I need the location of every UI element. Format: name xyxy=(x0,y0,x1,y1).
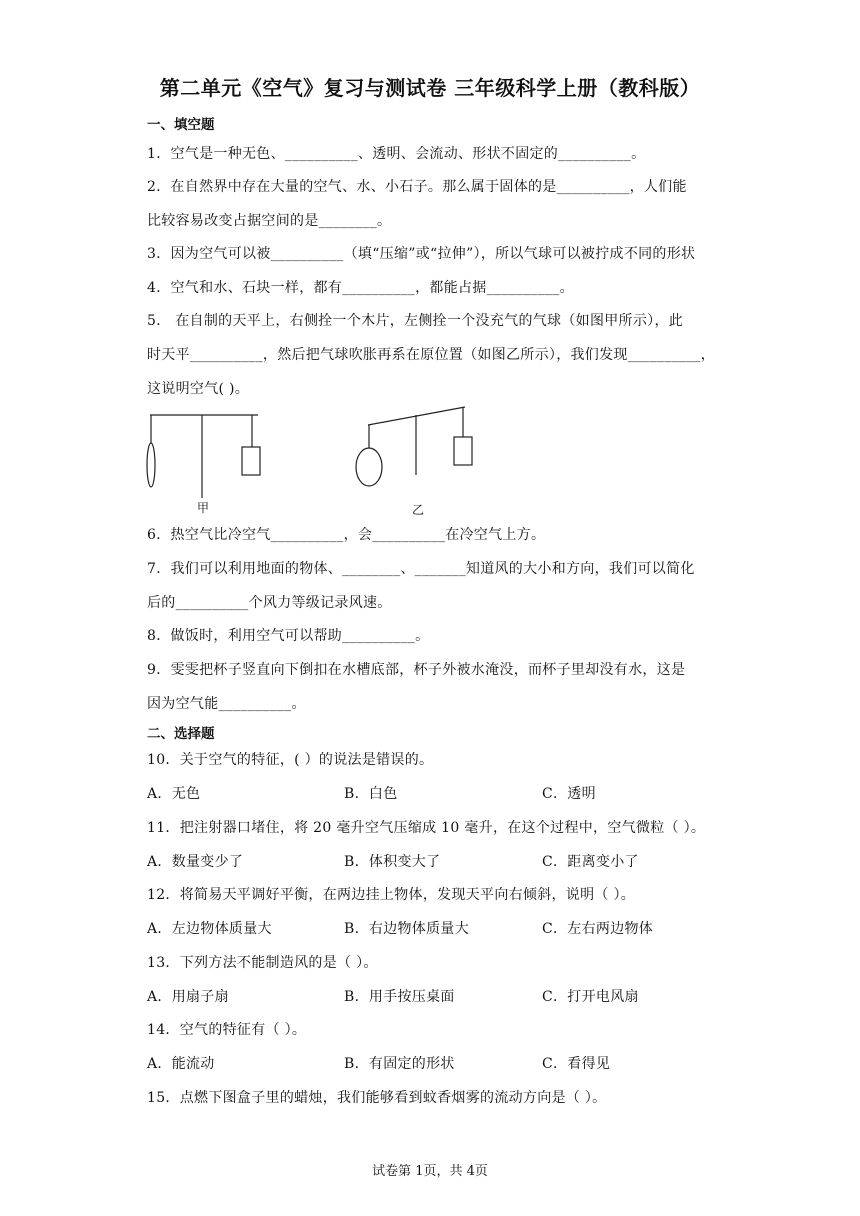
question-stem: 10．关于空气的特征，( ）的说法是错误的。 xyxy=(147,752,434,768)
option-c: C．透明 xyxy=(542,786,596,802)
option-a: A．左边物体质量大 xyxy=(147,921,272,937)
balance-a xyxy=(147,415,260,498)
option-b: B．有固定的形状 xyxy=(344,1056,455,1072)
question-line: 2．在自然界中存在大量的空气、水、小石子。那么属于固体的是__________，人们能 xyxy=(147,179,687,195)
question-line: 时天平__________，然后把气球吹胀再系在原位置（如图乙所示），我们发现__________， xyxy=(147,347,715,363)
question-line: 9．雯雯把杯子竖直向下倒扣在水槽底部，杯子外被水淹没，而杯子里却没有水，这是 xyxy=(147,662,686,678)
question-stem: 13．下列方法不能制造风的是（ ）。 xyxy=(147,955,378,971)
question-line: 1．空气是一种无色、__________、透明、会流动、形状不固定的__________。 xyxy=(147,146,646,162)
question-line: 5． 在自制的天平上，右侧拴一个木片，左侧拴一个没充气的气球（如图甲所示），此 xyxy=(147,313,684,329)
page-title: 第二单元《空气》复习与测试卷 三年级科学上册（教科版） xyxy=(159,76,701,100)
question-line: 8．做饭时，利用空气可以帮助__________。 xyxy=(147,628,430,644)
option-c: C．距离变小了 xyxy=(542,854,639,870)
question-line: 6．热空气比冷空气__________，会__________在冷空气上方。 xyxy=(147,527,546,543)
question-line: 4．空气和水、石块一样，都有__________，都能占据__________。 xyxy=(147,280,574,296)
option-a: A．数量变少了 xyxy=(147,854,244,870)
option-a: A．无色 xyxy=(147,786,201,802)
option-c: C．看得见 xyxy=(542,1056,611,1072)
question-line: 因为空气能__________。 xyxy=(147,696,306,712)
option-a: A．用扇子扇 xyxy=(147,989,229,1005)
section-choice-heading: 二、选择题 xyxy=(147,726,215,742)
page-footer: 试卷第 1页，共 4页 xyxy=(372,1164,488,1179)
option-b: B．体积变大了 xyxy=(344,854,441,870)
question-line: 后的__________个风力等级记录风速。 xyxy=(147,595,392,611)
balance-diagram xyxy=(140,403,480,521)
option-b: B．右边物体质量大 xyxy=(344,921,469,937)
question-stem: 12．将简易天平调好平衡，在两边挂上物体，发现天平向右倾斜，说明（ ）。 xyxy=(147,887,636,903)
balance-b xyxy=(356,407,472,486)
section-fill-heading: 一、填空题 xyxy=(147,117,215,133)
question-line: 7．我们可以利用地面的物体、________、_______知道风的大小和方向，我们可以简化 xyxy=(147,561,695,577)
figure-label-b: 乙 xyxy=(412,503,425,517)
question-line: 这说明空气( )。 xyxy=(147,381,250,397)
option-a: A．能流动 xyxy=(147,1056,215,1072)
balance-figure xyxy=(140,403,480,521)
question-line: 3．因为空气可以被__________（填“压缩”或“拉伸”），所以气球可以被拧成不同的形状 xyxy=(147,246,696,262)
option-c: C．左右两边物体 xyxy=(542,921,654,937)
question-stem: 14．空气的特征有（ ）。 xyxy=(147,1022,307,1038)
option-c: C．打开电风扇 xyxy=(542,989,639,1005)
question-line: 比较容易改变占据空间的是________。 xyxy=(147,213,392,229)
question-stem: 15．点燃下图盒子里的蜡烛，我们能够看到蚊香烟雾的流动方向是（ ）。 xyxy=(147,1090,607,1106)
option-b: B．用手按压桌面 xyxy=(344,989,455,1005)
option-b: B．白色 xyxy=(344,786,398,802)
figure-label-a: 甲 xyxy=(197,501,210,515)
question-stem: 11．把注射器口堵住，将 20 毫升空气压缩成 10 毫升，在这个过程中，空气微粒（ ）。 xyxy=(147,820,706,836)
